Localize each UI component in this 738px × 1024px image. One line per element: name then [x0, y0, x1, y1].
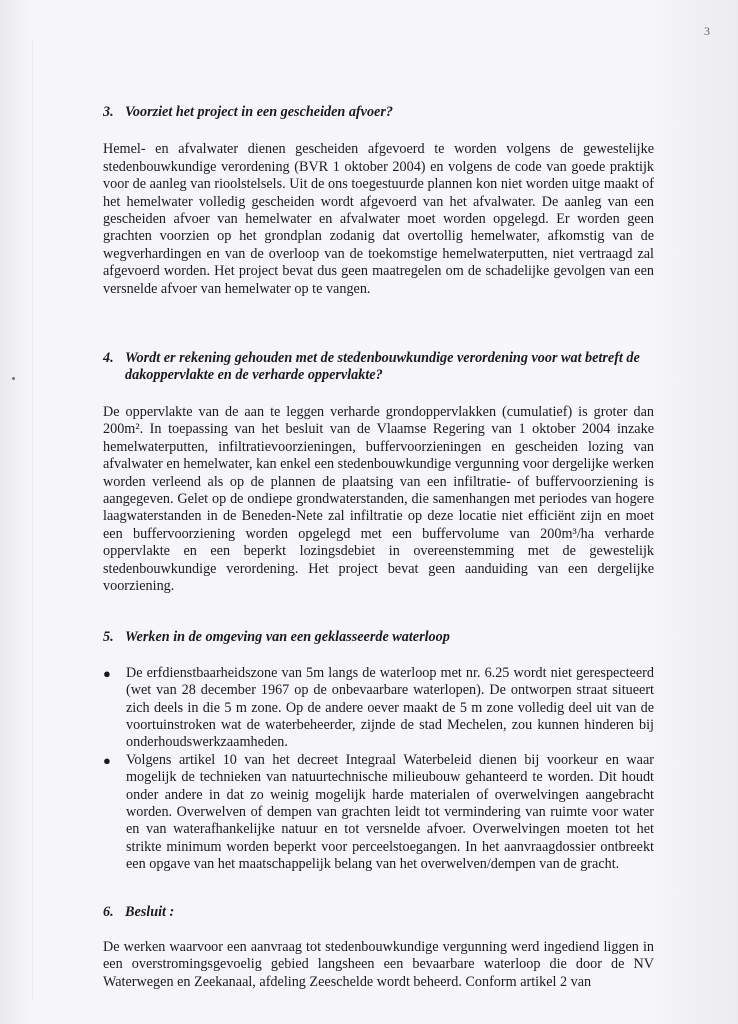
section-title: Werken in de omgeving van een geklasseerde waterloop [125, 629, 450, 646]
section-6-heading [103, 904, 654, 921]
section-number: 3. [103, 104, 114, 120]
section-5-bullets [103, 665, 654, 874]
list-item [103, 752, 654, 874]
document-content [103, 104, 654, 991]
section-5-heading [103, 629, 654, 646]
section-number: 6. [103, 903, 114, 920]
bullet-icon: ● [103, 665, 111, 681]
page-number: 3 [704, 24, 710, 38]
section-title: Wordt er rekening gehouden met de stedenbouwkundige verordening voor wat betreft de dakoppervlakte en de verharde oppervlakte? [125, 350, 640, 384]
margin-rule [32, 40, 33, 1000]
section-4-body: De oppervlakte van de aan te leggen verharde grondoppervlakken (cumulatief) is groter dan 200m². In toepassing van het besluit van de Vlaamse Regering van 1 oktober 2004 inzake hemelwaterputten, infiltratievoorzieningen, buffervoorzieningen en gescheiden lozing van afvalwater en hemelwater, kan enkel een stedenbouwkundige vergunning voor dergelijke werken worden verleend als op de plannen de plaatsing van een infiltratie- of buffervoorziening is aangegeven. Gelet op de ondiepe grondwaterstanden, die samenhangen met periodes van hogere laagwaterstanden in de Beneden-Nete zal infiltratie op deze locatie niet efficiënt zijn en moet een buffervoorziening worden opgelegd met een buffervolume van 200m³/ha verharde oppervlakte en een beperkt lozingsdebiet in overeenstemming met de gewestelijk stedenbouwkundige verordening. Het project bevat geen aanduiding van een dergelijke voorziening. [103, 403, 654, 594]
section-number: 5. [103, 629, 114, 646]
section-title: Voorziet het project in een gescheiden afvoer? [125, 104, 393, 120]
section-3-body: Hemel- en afvalwater dienen gescheiden afgevoerd te worden volgens de gewestelijke stedenbouwkundige verordening (BVR 1 oktober 2004) en volgens de code van goede praktijk voor de aanleg van rioolstelsels. Uit de ons toegestuurde plannen kon niet worden uitge maakt of het hemelwater volledig gescheiden wordt afgevoerd van het afvalwater. De aanleg van een gescheiden afvoer van hemelwater en afvalwater moet worden opgelegd. Er worden geen grachten voorzien op het grondplan zodanig dat overtollig hemelwater, afkomstig van de wegverhardingen en van de overloop van de toekomstige hemelwaterputten, niet vertraagd zal afgevoerd worden. Het project bevat dus geen maatregelen om de schadelijke gevolgen van een versnelde afvoer van hemelwater op te vangen. [103, 141, 654, 297]
punch-mark [12, 377, 15, 380]
section-number: 4. [103, 350, 114, 367]
bullet-icon: ● [103, 752, 111, 768]
list-item-text: Volgens artikel 10 van het decreet Integraal Waterbeleid dienen bij voorkeur en waar mogelijk de technieken van natuurtechnische milieubouw gehanteerd te worden. Dit houdt onder andere in dat zo weinig mogelijk harde materialen of overwelvingen aangebracht worden. Overwelven of dempen van grachten leidt tot vermindering van ruimte voor water en van waterafhankelijke natuur en tot versnelde afvoer. Overwelvingen moeten tot het strikte minimum worden beperkt voor perceelstoegangen. In het aanvraagdossier ontbreekt een opgave van het maatschappelijk belang van het overwelven/dempen van de gracht. [126, 751, 654, 873]
list-item [103, 665, 654, 752]
section-title: Besluit : [125, 903, 175, 920]
section-4-heading [103, 350, 654, 385]
section-3-heading [103, 104, 654, 121]
list-item-text: De erfdienstbaarheidszone van 5m langs de waterloop met nr. 6.25 wordt niet gerespecteerd (wet van 28 december 1967 op de onbevaarbare waterlopen). De ontworpen straat situeert zich deels in die 5 m zone. Op de andere oever maakt de 5 m zone volledig deel uit van de voortuinstroken wat de waterbeheerder, zijnde de stad Mechelen, zou kunnen hinderen bij onderhoudswerkzaamheden. [126, 664, 654, 751]
section-6-body: De werken waarvoor een aanvraag tot stedenbouwkundige vergunning werd ingediend liggen in een overstromingsgevoelig gebied langsheen een bevaarbare waterloop die door de NV Waterwegen en Zeekanaal, afdeling Zeeschelde wordt beheerd. Conform artikel 2 van [103, 939, 654, 990]
